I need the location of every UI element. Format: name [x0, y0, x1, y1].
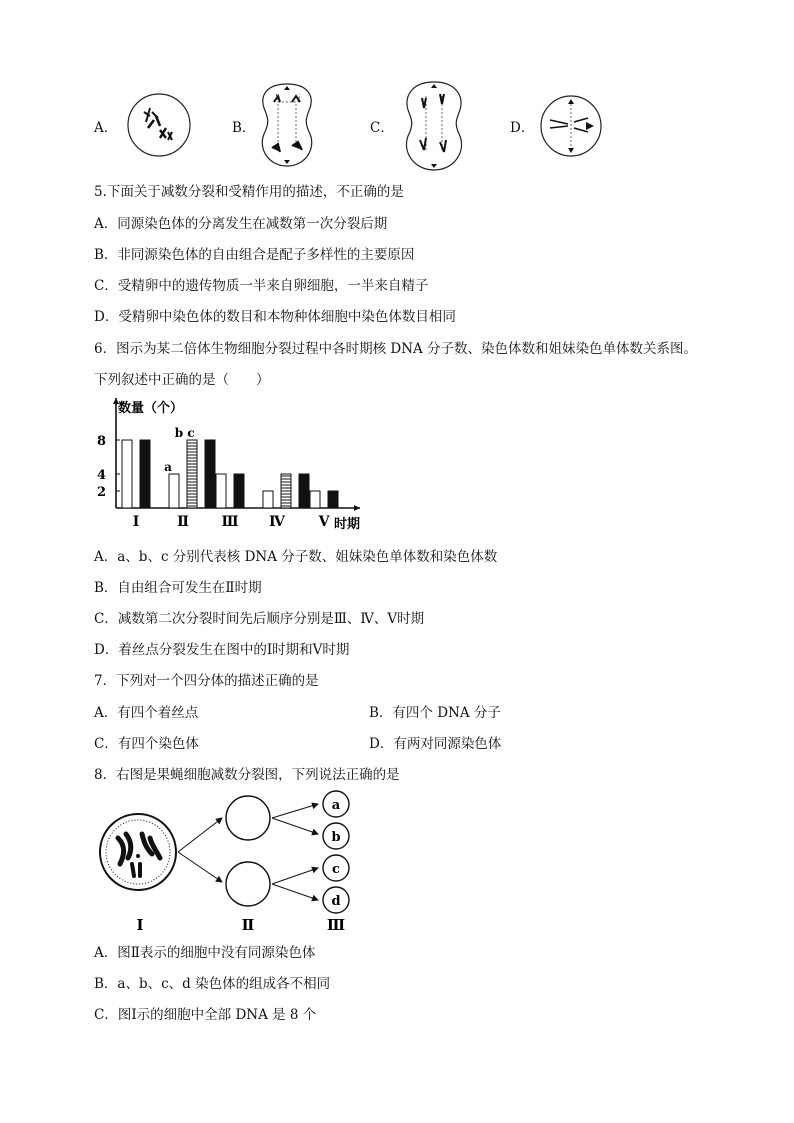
bar-a-3 — [216, 474, 226, 508]
q8-stem: 8．右图是果蝇细胞减数分裂图，下列说法正确的是 — [94, 767, 400, 783]
q4-option-a-label: A． — [94, 120, 118, 136]
x-tick-label: Ⅲ — [221, 514, 239, 530]
bar-c-2 — [205, 440, 215, 508]
cell-i — [100, 814, 176, 890]
x-tick-label: Ⅴ — [318, 514, 330, 530]
q6-option-c: C．减数第二次分裂时间先后顺序分别是Ⅲ、Ⅳ、Ⅴ时期 — [94, 611, 425, 627]
q4-option-d-label: D． — [510, 120, 535, 136]
bar-a-5 — [310, 491, 320, 508]
bar-a-1 — [122, 440, 132, 508]
q4-option-a-figure — [126, 92, 192, 158]
x-axis-arrow — [354, 505, 360, 511]
bar-b-4 — [281, 474, 291, 508]
q4-option-c-figure — [402, 80, 466, 172]
y-tick-label: 8 — [96, 434, 106, 449]
cell-label-b: b — [331, 830, 341, 845]
series-label-b: b — [174, 426, 184, 440]
q8-meiosis-diagram — [96, 790, 366, 936]
q5-stem: 5.下面关于减数分裂和受精作用的描述，不正确的是 — [94, 184, 404, 200]
q8-option-b: B．a、b、c、d 染色体的组成各不相同 — [94, 976, 331, 992]
stage-label-i: Ⅰ — [136, 916, 144, 934]
cell-label-d: d — [331, 894, 341, 909]
x-tick-label: Ⅰ — [132, 514, 140, 530]
x-tick-label: Ⅳ — [269, 514, 285, 530]
q6-bar-chart — [92, 394, 382, 534]
cell-ii-bottom — [226, 862, 270, 906]
q7-option-d: D．有两对同源染色体 — [369, 736, 502, 752]
bar-c-4 — [299, 474, 309, 508]
x-axis-label: 时期 — [334, 517, 361, 532]
bar-b-2 — [187, 440, 197, 508]
q6-option-d: D．着丝点分裂发生在图中的Ⅰ时期和Ⅴ时期 — [94, 642, 350, 658]
q7-option-b: B．有四个 DNA 分子 — [369, 705, 501, 721]
q4-option-d-figure — [538, 94, 604, 158]
q7-stem: 7．下列对一个四分体的描述正确的是 — [94, 673, 319, 689]
q5-option-a: A．同源染色体的分离发生在减数第一次分裂后期 — [94, 216, 388, 232]
q7-option-c: C．有四个染色体 — [94, 736, 199, 752]
cell-label-a: a — [331, 798, 341, 813]
y-tick-label: 4 — [96, 468, 106, 483]
q8-option-c: C．图Ⅰ示的细胞中全部 DNA 是 8 个 — [94, 1007, 317, 1023]
q4-option-b-label: B． — [232, 120, 256, 136]
y-axis-label: 数量（个） — [118, 401, 184, 416]
q6-stem-line-1: 6．图示为某二倍体生物细胞分裂过程中各时期核 DNA 分子数、染色体数和姐妹染色单体数关系图。 — [94, 341, 698, 357]
bar-a-4 — [263, 491, 273, 508]
q8-option-a: A．图Ⅱ表示的细胞中没有同源染色体 — [94, 945, 316, 961]
series-label-c: c — [187, 426, 195, 440]
bar-a-2 — [169, 474, 179, 508]
cell-label-c: c — [332, 862, 340, 877]
q6-stem-line-2: 下列叙述中正确的是（ ） — [94, 372, 270, 388]
series-label-a: a — [164, 460, 172, 474]
q7-option-a: A．有四个着丝点 — [94, 705, 199, 721]
stage-label-ii: Ⅱ — [241, 916, 255, 934]
bar-c-5 — [328, 491, 338, 508]
q4-option-b-figure — [256, 82, 318, 168]
q5-option-d: D．受精卵中染色体的数目和本物种体细胞中染色体数目相同 — [94, 309, 456, 325]
q6-option-b: B．自由组合可发生在Ⅱ时期 — [94, 580, 262, 596]
bar-c-3 — [234, 474, 244, 508]
q4-option-c-label: C． — [370, 120, 394, 136]
q5-option-c: C．受精卵中的遗传物质一半来自卵细胞，一半来自精子 — [94, 278, 429, 294]
q5-option-b: B．非同源染色体的自由组合是配子多样性的主要原因 — [94, 247, 415, 263]
stage-label-iii: Ⅲ — [326, 916, 346, 934]
x-tick-label: Ⅱ — [177, 514, 189, 530]
q6-option-a: A．a、b、c 分别代表核 DNA 分子数、姐妹染色单体数和染色体数 — [94, 549, 498, 565]
bar-c-1 — [140, 440, 150, 508]
y-tick-label: 2 — [96, 485, 106, 500]
cell-ii-top — [226, 796, 270, 840]
